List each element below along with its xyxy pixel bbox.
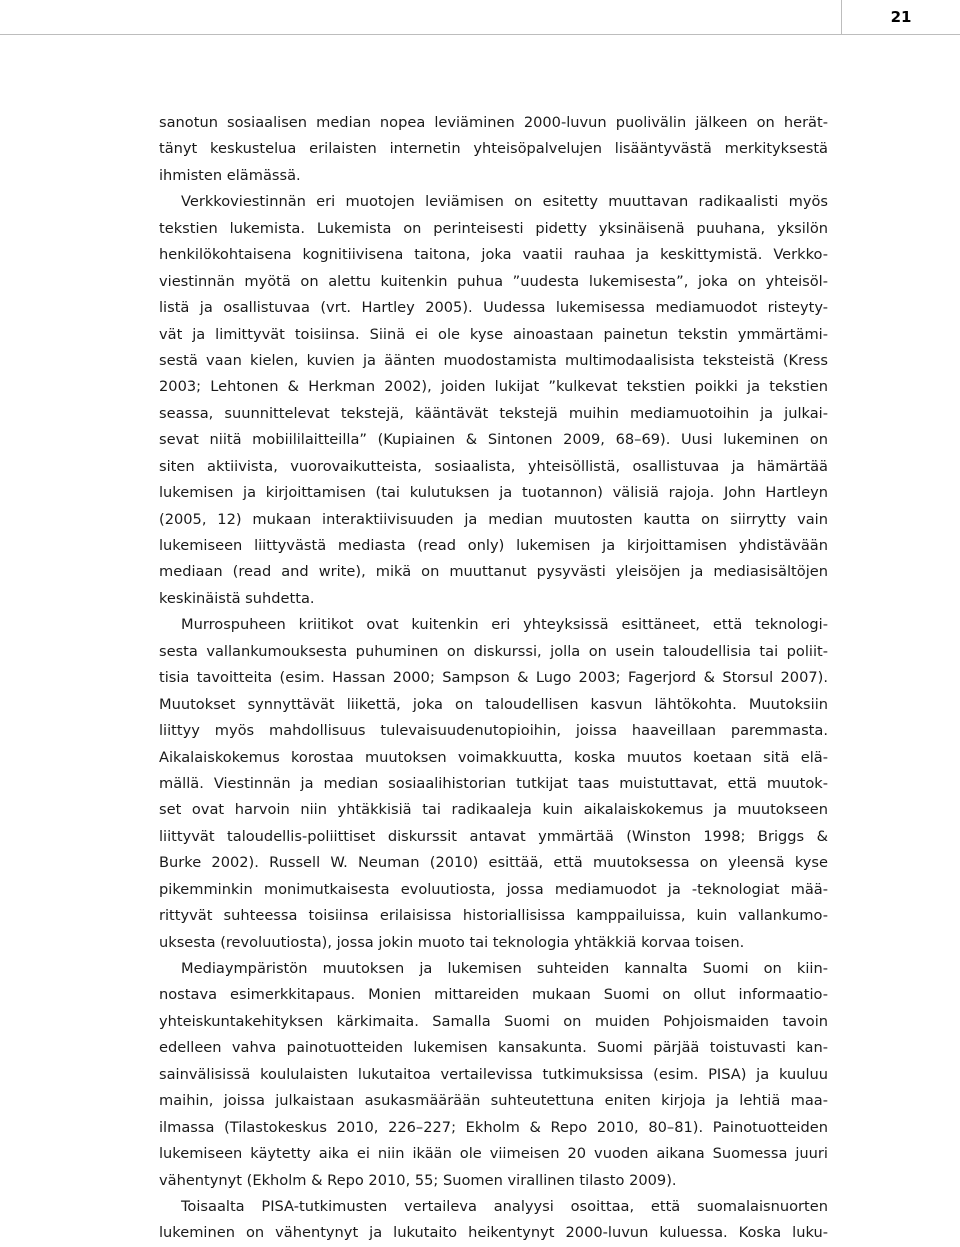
text-line: (2005, 12) mukaan interaktiivisuuden ja median muutosten kautta on siirrytty vain [159,510,828,528]
text-line: siten aktiivista, vuorovaikutteista, sosiaalista, yhteisöllistä, osallistuvaa ja hämärtää [159,457,828,475]
paragraph [159,1194,828,1247]
text-line: tänyt keskustelua erilaisten internetin yhteisöpalvelujen lisääntyvästä merkityksestä [159,140,828,158]
body-text [159,110,828,1247]
text-line: sainvälisissä koululaisten lukutaitoa vertailevissa tutkimuksissa (esim. PISA) ja kuuluu [159,1065,828,1083]
text-line: ihmisten elämässä. [159,166,301,184]
text-line: maihin, joissa julkaistaan asukasmäärään suhteutettuna eniten kirjoja ja lehtiä maa- [159,1092,828,1110]
text-line: pikemminkin monimutkaisesta evoluutiosta, jossa mediamuodot ja -teknologiat mää- [159,880,828,898]
text-line: mällä. Viestinnän ja median sosiaalihistorian tutkijat taas muistuttavat, että muutok- [159,774,828,792]
text-line: vät ja limittyvät toisiinsa. Siinä ei ole kyse ainoastaan painetun tekstin ymmärtämi- [159,325,828,343]
page-number: 21 [890,8,912,26]
text-line: viestinnän myötä on alettu kuitenkin puhua ”uudesta lukemisesta”, joka on yhteisöl- [159,272,828,290]
text-line: vähentynyt (Ekholm & Repo 2010, 55; Suomen virallinen tilasto 2009). [159,1171,677,1189]
text-line: tekstien lukemista. Lukemista on perinteisesti pidetty yksinäisenä puuhana, yksilön [159,219,828,237]
text-line: lukemiseen liittyvästä mediasta (read only) lukemisen ja kirjoittamisen yhdistävään [159,537,828,554]
paragraph [159,956,828,1194]
text-line: sanotun sosiaalisen median nopea leviäminen 2000-luvun puolivälin jälkeen on herät- [159,114,828,131]
text-line: Muutokset synnyttävät liikettä, joka on taloudellisen kasvun lähtökohta. Muutoksiin [159,695,828,713]
text-line: ilmassa (Tilastokeskus 2010, 226–227; Ekholm & Repo 2010, 80–81). Painotuotteiden [159,1118,828,1136]
text-line: Aikalaiskokemus korostaa muutoksen voimakkuutta, koska muutos koetaan sitä elä- [159,748,828,766]
text-line: liittyvät taloudellis-poliittiset diskurssit antavat ymmärtää (Winston 1998; Briggs & [159,827,828,845]
text-line: sesta vallankumouksesta puhuminen on diskurssi, jolla on usein taloudellisia tai poliit- [159,642,828,660]
text-line: keskinäistä suhdetta. [159,589,315,607]
text-line: edelleen vahva painotuotteiden lukemisen kansakunta. Suomi pärjää toistuvasti kan- [159,1039,828,1057]
text-line: lukeminen on vähentynyt ja lukutaito heikentynyt 2000-luvun kuluessa. Koska luku- [159,1224,828,1242]
text-line: 2003; Lehtonen & Herkman 2002), joiden lukijat ”kulkevat tekstien poikki ja tekstien [159,378,828,396]
text-line: Murrospuheen kriitikot ovat kuitenkin eri yhteyksissä esittäneet, että teknologi- [181,616,828,634]
text-line: yhteiskuntakehityksen kärkimaita. Samalla Suomi on muiden Pohjoismaiden tavoin [159,1012,828,1030]
text-line: seassa, suunnittelevat tekstejä, kääntävät tekstejä muihin mediamuotoihin ja julkai- [159,404,828,422]
text-line: lukemiseen käytetty aika ei niin ikään ole viimeisen 20 vuoden aikana Suomessa juuri [159,1145,828,1163]
text-line: nostava esimerkkitapaus. Monien mittareiden mukaan Suomi on ollut informaatio- [159,986,828,1004]
text-line: rittyvät suhteessa toisiinsa erilaisissa historiallisissa kamppailuissa, kuin vallankumo- [159,907,828,925]
page-number-box [841,0,960,34]
text-line: Mediaympäristön muutoksen ja lukemisen suhteiden kannalta Suomi on kiin- [181,960,828,977]
text-line: listä ja osallistuvaa (vrt. Hartley 2005). Uudessa lukemisessa mediamuodot risteyty- [159,299,828,317]
text-line: Verkkoviestinnän eri muotojen leviämisen on esitetty muuttavan radikaalisti myös [181,193,828,211]
paragraph [159,612,828,956]
text-line: Burke 2002). Russell W. Neuman (2010) esittää, että muutoksessa on yleensä kyse [159,854,828,872]
text-line: sestä vaan kielen, kuvien ja äänten muodostamista multimodaalisista teksteistä (Kress [159,351,828,369]
text-line: sevat niitä mobiililaitteilla” (Kupiainen & Sintonen 2009, 68–69). Uusi lukeminen on [159,431,828,449]
text-line: set ovat harvoin niin yhtäkkisiä tai radikaaleja kuin aikalaiskokemus ja muutokseen [159,801,828,819]
text-line: lukemisen ja kirjoittamisen (tai kulutuksen ja tuotannon) välisiä rajoja. John Hartleyn [159,484,828,502]
text-line: mediaan (read and write), mikä on muuttanut pysyvästi yleisöjen ja mediasisältöjen [159,563,828,581]
text-line: uksesta (revoluutiosta), jossa jokin muoto tai teknologia yhtäkkiä korvaa toisen. [159,933,745,951]
text-line: henkilökohtaisena kognitiivisena taitona, joka vaatii rauhaa ja keskittymistä. Verkko- [159,246,828,264]
header-rule [0,34,960,35]
text-line: Toisaalta PISA-tutkimusten vertaileva analyysi osoittaa, että suomalaisnuorten [181,1197,828,1215]
text-line: tisia tavoitteita (esim. Hassan 2000; Sampson & Lugo 2003; Fagerjord & Storsul 2007). [159,669,828,687]
paragraph [159,110,828,612]
text-line: liittyy myös mahdollisuus tulevaisuudenutopioihin, joissa haaveillaan paremmasta. [159,722,828,740]
